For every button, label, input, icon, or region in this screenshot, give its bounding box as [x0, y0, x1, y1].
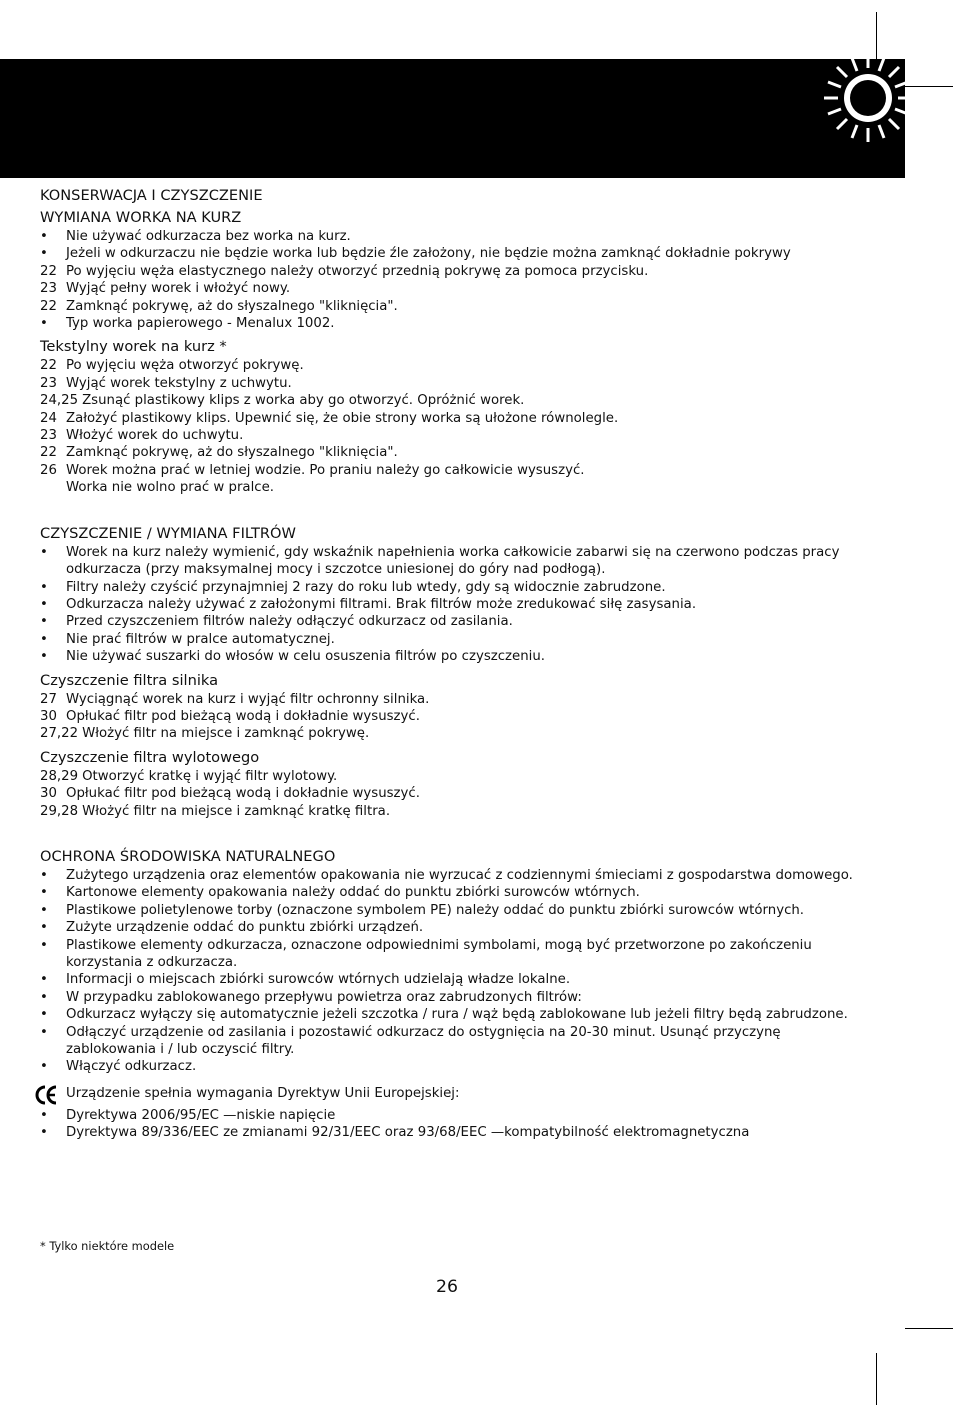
- list-item: • W przypadku zablokowanego przepływu powietrza oraz zabrudzonych filtrów:: [40, 989, 582, 1005]
- footnote: * Tylko niektóre modele: [40, 1239, 175, 1253]
- list-item: • Nie używać odkurzacza bez worka na kurz.: [40, 229, 351, 244]
- list-item: • Włączyć odkurzacz.: [40, 1059, 197, 1075]
- textile-bag-list: [40, 357, 900, 496]
- list-item: 23 Wyjąć worek tekstylny z uchwytu.: [40, 375, 292, 391]
- list-item: • Informacji o miejscach zbiórki surowców wtórnych udzielają władze lokalne.: [40, 972, 571, 988]
- list-item: • Dyrektywa 2006/95/EC —niskie napięcie: [40, 1107, 336, 1123]
- ce-compliance-row: [40, 1085, 900, 1107]
- list-item: 27 Wyciągnąć worek na kurz i wyjąć filtr ochronny silnika.: [40, 691, 430, 707]
- subheading-exhaust-filter: Czyszczenie filtra wylotowego: [40, 748, 260, 766]
- directives-list: [40, 1107, 900, 1142]
- document-body: [40, 186, 900, 1142]
- list-item: 24 Założyć plastikowy klips. Upewnić się, że obie strony worka są ułożone równolegle.: [40, 410, 619, 426]
- list-item: • Kartonowe elementy opakowania należy oddać do punktu zbiórki surowców wtórnych.: [40, 885, 640, 901]
- list-item: 29,28 Włożyć filtr na miejsce i zamknąć kratkę filtra.: [40, 803, 391, 819]
- motor-filter-list: [40, 691, 900, 743]
- list-item: 23 Włożyć worek do uchwytu.: [40, 428, 244, 444]
- section-title-maintenance: KONSERWACJA I CZYSZCZENIE: [40, 187, 263, 204]
- list-item: 22 Po wyjęciu węża otworzyć pokrywę.: [40, 358, 304, 374]
- list-item: • Odkurzacza należy używać z założonymi filtrami. Brak filtrów może zredukować siłę zasysania.: [40, 596, 697, 612]
- list-item: • Zużytego urządzenia oraz elementów opakowania nie wyrzucać z codziennymi śmieciami z gospodarstwa domowego.: [40, 867, 853, 883]
- list-item: • Odkurzacz wyłączy się automatycznie jeżeli szczotka / rura / wąż będą zablokowane lub jeżeli filtry będą zabrudzone.: [40, 1007, 848, 1023]
- ce-statement: Urządzenie spełnia wymagania Dyrektyw Unii Europejskiej:: [66, 1085, 460, 1101]
- list-item: 30 Opłukać filtr pod bieżącą wodą i dokładnie wysuszyć.: [40, 786, 420, 802]
- list-item: • Plastikowe polietylenowe torby (oznaczone symbolem PE) należy oddać do punktu zbiórki surowców wtórnych.: [40, 902, 805, 918]
- page-number: 26: [436, 1277, 458, 1297]
- list-item: • Jeżeli w odkurzaczu nie będzie worka lub będzie źle założony, nie będzie można zamknąć dokładnie pokrywy: [40, 246, 791, 262]
- list-item: 22 Po wyjęciu węża elastycznego należy otworzyć przednią pokrywę za pomoca przycisku.: [40, 263, 649, 279]
- list-item: • Typ worka papierowego - Menalux 1002.: [40, 316, 335, 332]
- exhaust-filter-list: [40, 768, 900, 820]
- list-item: • Przed czyszczeniem filtrów należy odłączyć odkurzacz od zasilania.: [40, 614, 513, 630]
- section-title-environment: OCHRONA ŚRODOWISKA NATURALNEGO: [40, 847, 336, 865]
- list-item: 27,22 Włożyć filtr na miejsce i zamknąć pokrywę.: [40, 726, 370, 742]
- section-subtitle-bag: WYMIANA WORKA NA KURZ: [40, 209, 242, 226]
- subheading-motor-filter: Czyszczenie filtra silnika: [40, 671, 219, 689]
- list-item: • Filtry należy czyścić przynajmniej 2 razy do roku lub wtedy, gdy są widocznie zabrudzone.: [40, 579, 666, 595]
- list-item: 26 Worek można prać w letniej wodzie. Po praniu należy go całkowicie wysuszyć. Worka nie wolno prać w pralce.: [40, 462, 585, 496]
- filters-list: [40, 544, 900, 666]
- list-item: • Worek na kurz należy wymienić, gdy wskaźnik napełnienia worka całkowicie zabarwi się na czerwono podczas pracy odkurzacza (przy maksymalnej mocy i szczotce uniesionej do góry nad podłogą).: [40, 544, 840, 578]
- section-title-filters: CZYSZCZENIE / WYMIANA FILTRÓW: [40, 524, 296, 542]
- list-item: 23 Wyjąć pełny worek i włożyć nowy.: [40, 281, 291, 297]
- list-item: 30 Opłukać filtr pod bieżącą wodą i dokładnie wysuszyć.: [40, 708, 420, 724]
- list-item: • Nie używać suszarki do włosów w celu osuszenia filtrów po czyszczeniu.: [40, 649, 545, 665]
- ce-mark-icon: [34, 1083, 58, 1107]
- list-item: 28,29 Otworzyć kratkę i wyjąć filtr wylotowy.: [40, 768, 338, 784]
- crop-mark-bottom-horizontal: [905, 1328, 953, 1329]
- subheading-textile-bag: Tekstylny worek na kurz *: [40, 338, 227, 356]
- header-banner: [0, 59, 905, 178]
- list-item: • Odłączyć urządzenie od zasilania i pozostawić odkurzacz do ostygnięcia na 20-30 minut. Usunąć przyczynę zablokowania i / lub oczyscić filtry.: [40, 1024, 781, 1058]
- crop-mark-bottom-vertical: [876, 1353, 877, 1405]
- sun-icon: [808, 49, 928, 169]
- environment-list: [40, 867, 900, 1076]
- list-item: • Nie prać filtrów w pralce automatycznej.: [40, 631, 335, 647]
- list-item: • Zużyte urządzenie oddać do punktu zbiórki urządzeń.: [40, 920, 424, 936]
- bag-replacement-list: [40, 228, 900, 332]
- list-item: 22 Zamknąć pokrywę, aż do słyszalnego "kliknięcia".: [40, 298, 398, 314]
- list-item: 24,25 Zsunąć plastikowy klips z worka aby go otworzyć. Opróżnić worek.: [40, 393, 525, 409]
- list-item: 22 Zamknąć pokrywę, aż do słyszalnego "kliknięcia".: [40, 445, 398, 461]
- list-item: • Dyrektywa 89/336/EEC ze zmianami 92/31/EEC oraz 93/68/EEC —kompatybilność elektromagnetyczna: [40, 1125, 750, 1141]
- list-item: • Plastikowe elementy odkurzacza, oznaczone odpowiednimi symbolami, mogą być przetworzone po zakończeniu korzystania z odkurzacza.: [40, 937, 812, 970]
